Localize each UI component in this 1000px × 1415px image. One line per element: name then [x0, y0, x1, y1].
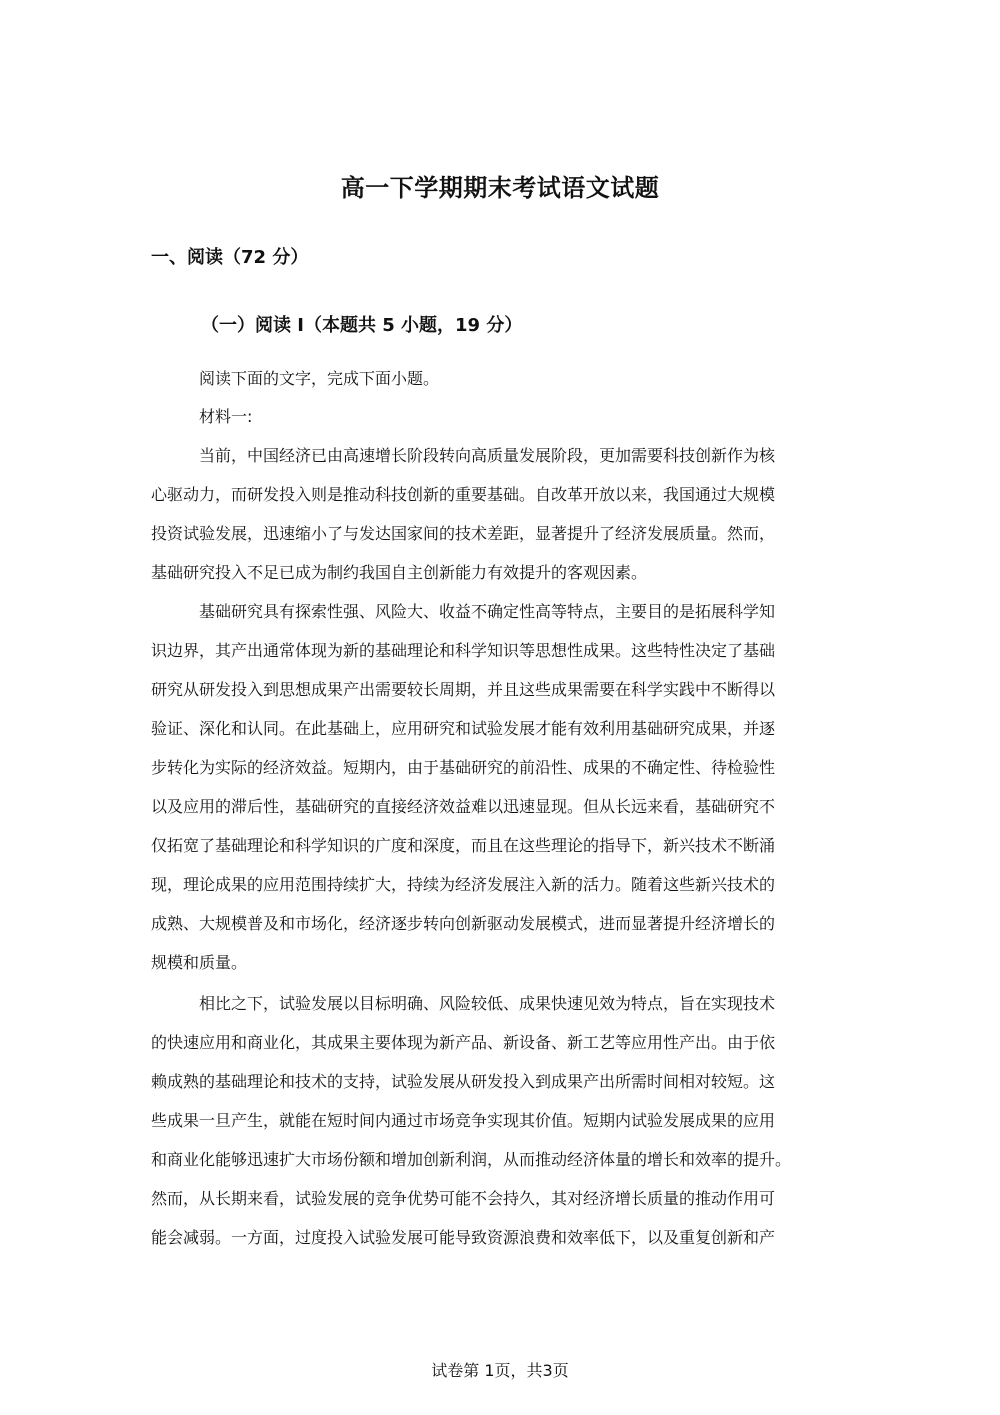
section-heading: 一、阅读（72 分） [151, 247, 309, 268]
paragraph-line: 识边界，其产出通常体现为新的基础理论和科学知识等思想性成果。这些特性决定了基础 [151, 641, 776, 660]
paragraph-line: 验证、深化和认同。在此基础上，应用研究和试验发展才能有效利用基础研究成果，并逐 [151, 719, 776, 738]
paragraph-line: 步转化为实际的经济效益。短期内，由于基础研究的前沿性、成果的不确定性、待检验性 [151, 758, 776, 777]
paragraph-line: 能会减弱。一方面，过度投入试验发展可能导致资源浪费和效率低下，以及重复创新和产 [151, 1228, 776, 1247]
paragraph-line: 成熟、大规模普及和市场化，经济逐步转向创新驱动发展模式，进而显著提升经济增长的 [151, 914, 776, 933]
paragraph-line: 基础研究具有探索性强、风险大、收益不确定性高等特点，主要目的是拓展科学知 [199, 602, 776, 621]
paragraph-line: 相比之下，试验发展以目标明确、风险较低、成果快速见效为特点，旨在实现技术 [199, 994, 776, 1013]
page-title: 高一下学期期末考试语文试题 [340, 174, 660, 202]
sub-heading: （一）阅读 I（本题共 5 小题，19 分） [201, 315, 523, 336]
paragraph-line: 研究从研发投入到思想成果产出需要较长周期，并且这些成果需要在科学实践中不断得以 [151, 680, 776, 699]
paragraph-line: 心驱动力，而研发投入则是推动科技创新的重要基础。自改革开放以来，我国通过大规模 [151, 485, 776, 504]
paragraph-line: 基础研究投入不足已成为制约我国自主创新能力有效提升的客观因素。 [151, 563, 648, 582]
instruction-text: 阅读下面的文字，完成下面小题。 [199, 369, 440, 388]
material-label: 材料一: [199, 407, 253, 426]
paragraph-line: 投资试验发展，迅速缩小了与发达国家间的技术差距，显著提升了经济发展质量。然而， [151, 524, 776, 543]
page-footer: 试卷第 1页，共3页 [431, 1361, 569, 1380]
paragraph-line: 现，理论成果的应用范围持续扩大，持续为经济发展注入新的活力。随着这些新兴技术的 [151, 875, 776, 894]
paragraph-line: 仅拓宽了基础理论和科学知识的广度和深度，而且在这些理论的指导下，新兴技术不断涌 [151, 836, 776, 855]
paragraph-line: 赖成熟的基础理论和技术的支持，试验发展从研发投入到成果产出所需时间相对较短。这 [151, 1072, 776, 1091]
paragraph-line: 当前，中国经济已由高速增长阶段转向高质量发展阶段，更加需要科技创新作为核 [199, 446, 776, 465]
paragraph-line: 和商业化能够迅速扩大市场份额和增加创新利润，从而推动经济体量的增长和效率的提升。 [151, 1150, 792, 1169]
paragraph-line: 规模和质量。 [151, 953, 248, 972]
paragraph-line: 些成果一旦产生，就能在短时间内通过市场竞争实现其价值。短期内试验发展成果的应用 [151, 1111, 776, 1130]
paragraph-line: 以及应用的滞后性，基础研究的直接经济效益难以迅速显现。但从长远来看，基础研究不 [151, 797, 776, 816]
paragraph-line: 的快速应用和商业化，其成果主要体现为新产品、新设备、新工艺等应用性产出。由于依 [151, 1033, 776, 1052]
paragraph-line: 然而，从长期来看，试验发展的竞争优势可能不会持久，其对经济增长质量的推动作用可 [151, 1189, 776, 1208]
